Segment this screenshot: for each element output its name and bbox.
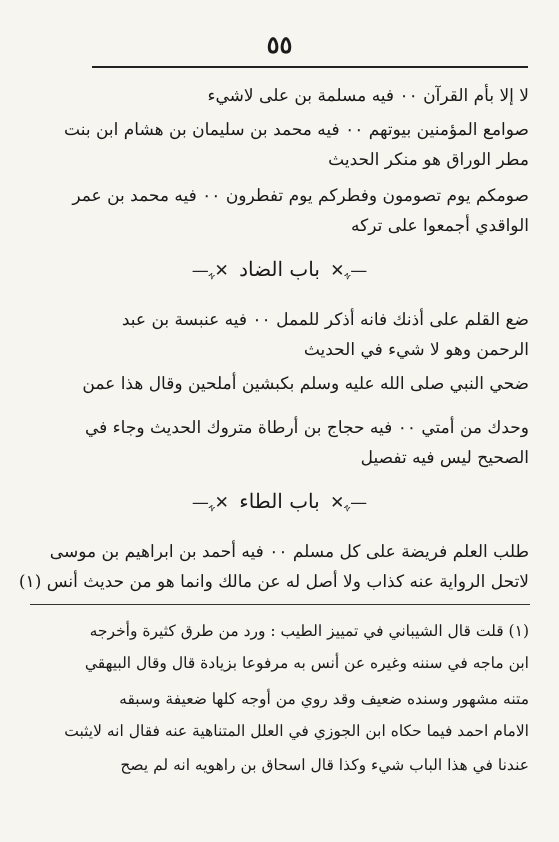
text-line: لا إلا بأم القرآن ٠٠ فيه مسلمة بن على لاشيء [207, 86, 529, 106]
text-line: الواقدي أجمعوا على تركه [350, 216, 529, 236]
ornament-icon: —ﮩ✕ [330, 261, 368, 281]
text-line: ضع القلم على أذنك فانه أذكر للممل ٠٠ فيه عنبسة بن عبد [121, 310, 529, 330]
section-heading-ta [0, 486, 559, 518]
section-heading-dad [0, 254, 559, 286]
ornament-icon: —ﮩ✕ [330, 493, 368, 513]
text-line: صوامع المؤمنين بيوتهم ٠٠ فيه محمد بن سليمان بن هشام ابن بنت [64, 120, 529, 140]
section-title: باب الطاء [239, 489, 320, 513]
footnote-line: ابن ماجه في سننه وغيره عن أنس به مرفوعا بزيادة قال وقال البيهقي [84, 654, 529, 672]
footnote-rule [30, 604, 530, 605]
footnote-line: عندنا في هذا الباب شيء وكذا قال اسحاق بن راهويه انه لم يصح [120, 756, 529, 774]
text-line: وحدك من أمتي ٠٠ فيه حجاج بن أرطاة متروك الحديث وجاء في [84, 418, 529, 438]
text-line: صومكم يوم تصومون وفطركم يوم تفطرون ٠٠ فيه محمد بن عمر [72, 186, 529, 206]
text-line: الصحيح ليس فيه تفصيل [360, 448, 529, 468]
footnote-line: متنه مشهور وسنده ضعيف وقد روي من أوجه كلها ضعيفة وسبقه [119, 690, 529, 708]
text-line: ضحي النبي صلى الله عليه وسلم بكبشين أملحين وقال هذا عمن [82, 374, 529, 394]
header-rule [92, 66, 528, 68]
section-title: باب الضاد [239, 257, 320, 281]
text-line: لاتحل الرواية عنه كذاب ولا أصل له عن مالك وانما هو من حديث أنس (١) [18, 572, 529, 592]
footnote-line: (١) قلت قال الشيباني في تمييز الطيب : ورد من طرق كثيرة وأخرجه [89, 622, 529, 640]
page-number: ٥٥ [266, 30, 293, 59]
text-line: طلب العلم فريضة على كل مسلم ٠٠ فيه أحمد بن ابراهيم بن موسى [49, 542, 529, 562]
ornament-icon: ✕ﮩ— [191, 493, 229, 513]
footnote-line: الامام احمد فيما حكاه ابن الجوزي في العلل المتناهية عنه فقال انه لايثبت [64, 722, 529, 740]
text-line: الرحمن وهو لا شيء في الحديث [303, 340, 529, 360]
text-line: مطر الوراق هو منكر الحديث [328, 150, 529, 170]
ornament-icon: ✕ﮩ— [191, 261, 229, 281]
